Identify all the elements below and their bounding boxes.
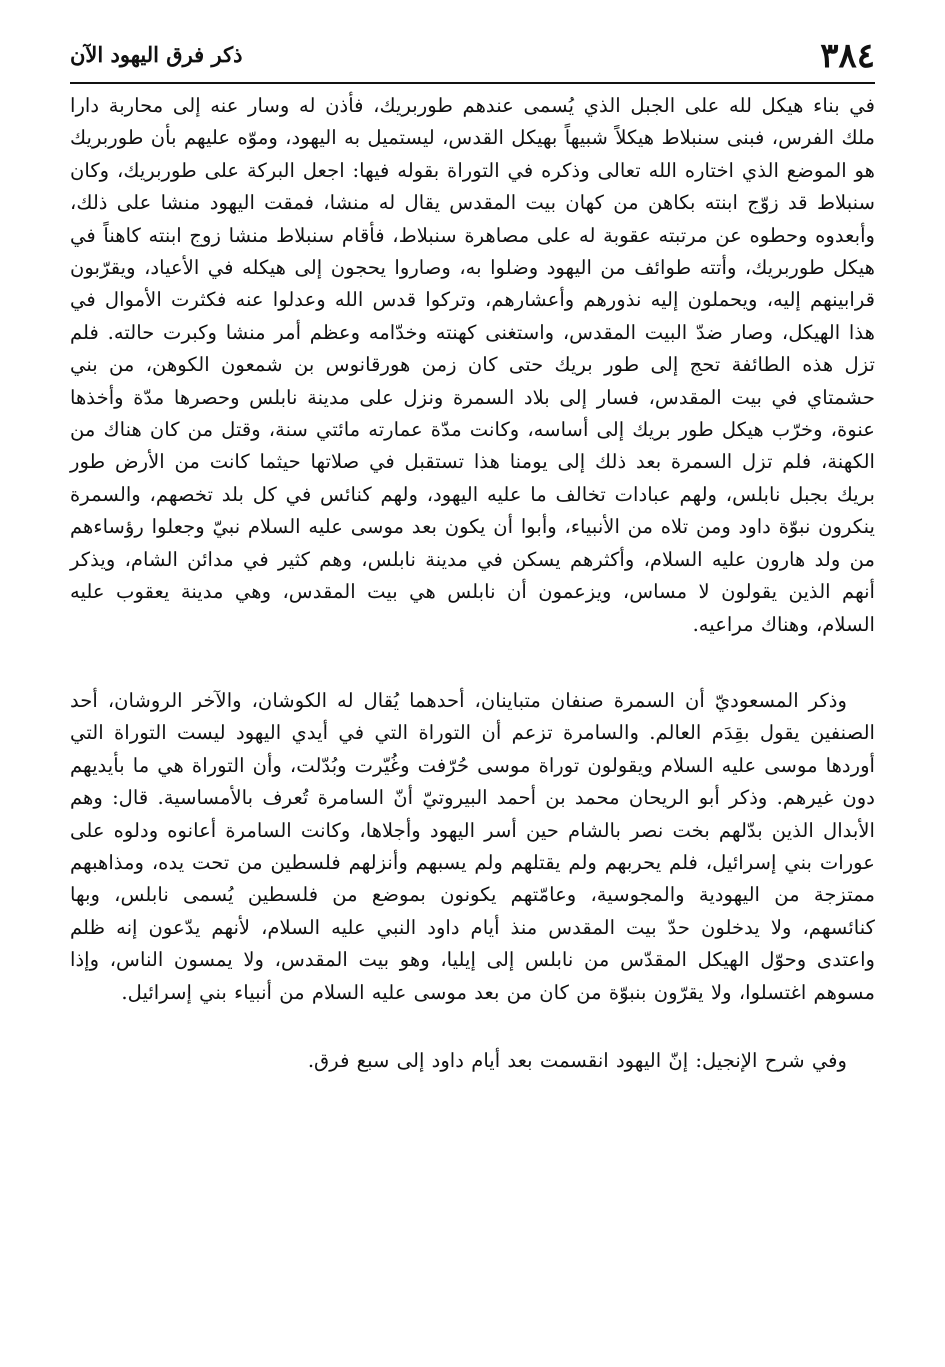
page-header [70,30,875,84]
body-text [70,90,875,1077]
running-title: ذكر فرق اليهود الآن [70,42,243,67]
page-number: ٣٨٤ [820,36,875,76]
paragraph-masudi-account: وذكر المسعوديّ أن السمرة صنفان متباينان، أحدهما يُقال له الكوشان، والآخر الروشان، أحد الصنفين يقول بقِدَم العالم. والسامرة تزعم أن التوراة التي في أيدي اليهود ليست التوراة التي أوردها موسى عليه السلام ويقولون توراة موسى حُرّفت وغُيّرت وبُدّلت، وأن التوراة هي ما بأيديهم دون غيرهم. وذكر أبو الريحان محمد بن أحمد البيروتيّ أنّ السامرة تُعرف بالأمساسية. قال: وهم الأبدال الذين بدّلهم بخت نصر بالشام حين أسر اليهود وأجلاها، وكانت السامرة أعانوه ودلوه على عورات بني إسرائيل، فلم يحربهم ولم يقتلهم ولم يسبهم وأنزلهم فلسطين من تحت يده، ومذاهبهم ممتزجة من اليهودية والمجوسية، وعامّتهم يكونون بموضع من فلسطين يُسمى نابلس، وبها كنائسهم، ولا يدخلون حدّ بيت المقدس منذ أيام داود النبي عليه السلام، لأنهم يدّعون إنه ظلم واعتدى وحوّل الهيكل المقدّس من نابلس إلى إيليا، وهو بيت المقدس، ولا يمسون الناس، وإذا مسوهم اغتسلوا، ولا يقرّون بنبوّة من كان من بعد موسى عليه السلام من أنبياء بني إسرائيل. [70,688,875,1004]
paragraph-gospel-commentary: وفي شرح الإنجيل: إنّ اليهود انقسمت بعد أيام داود إلى سبع فرق. [307,1048,847,1072]
paragraph-samaritan-temple-history: في بناء هيكل لله على الجبل الذي يُسمى عندهم طوربريك، فأذن له وسار عنه إلى محاربة دارا ملك الفرس، فبنى سنبلاط هيكلاً شبيهاً بهيكل القدس، ليستميل به اليهود، وموّه عليهم بأن طوربريك هو الموضع الذي اختاره الله تعالى وذكره في التوراة بقوله فيها: اجعل البركة على طوربريك، وكان سنبلاط قد زوّج ابنته بكاهن من كهان بيت المقدس يقال له منشا، فمقت اليهود منشا على ذلك، وأبعدوه وحطوه عن مرتبته عقوبة له على مصاهرة سنبلاط، فأقام سنبلاط منشا زوج ابنته كاهناً في هيكل طوربريك، وأتته طوائف من اليهود وضلوا به، وصاروا يحجون إلى هيكله في الأعياد، ويقرّبون قرابينهم إليه، ويحملون إليه نذورهم وأعشارهم، وتركوا قدس الله وعدلوا عنه فكثرت الأموال في هذا الهيكل، وصار ضدّ البيت المقدس، واستغنى كهنته وخدّامه وعظم أمر منشا وكبرت حالته. فلم تزل هذه الطائفة تحج إلى طور بريك حتى كان زمن هورقانوس بن شمعون الكوهن، من بني حشمتاي في بيت المقدس، فسار إلى بلاد السمرة ونزل على مدينة نابلس وحصرها مدّة وأخذها عنوة، وخرّب هيكل طور بريك إلى أساسه، وكانت مدّة عمارته مائتي سنة، وقتل من كان هناك من الكهنة، فلم تزل السمرة بعد ذلك إلى يومنا هذا تستقبل في صلاتها حيثما كانت من الأرض طور بريك بجبل نابلس، ولهم عبادات تخالف ما عليه اليهود، ولهم كنائس في كل بلد تخصهم، والسمرة ينكرون نبوّة داود ومن تلاه من الأنبياء، وأبوا أن يكون بعد موسى عليه السلام نبيّ وجعلوا رؤساءهم من ولد هارون عليه السلام، وأكثرهم يسكن في مدينة نابلس، وهم كثير في مدائن الشام، ويذكر أنهم الذين يقولون لا مساس، ويزعمون أن نابلس هي بيت المقدس، وهي مدينة يعقوب عليه السلام، وهناك مراعيه. [70,94,875,636]
